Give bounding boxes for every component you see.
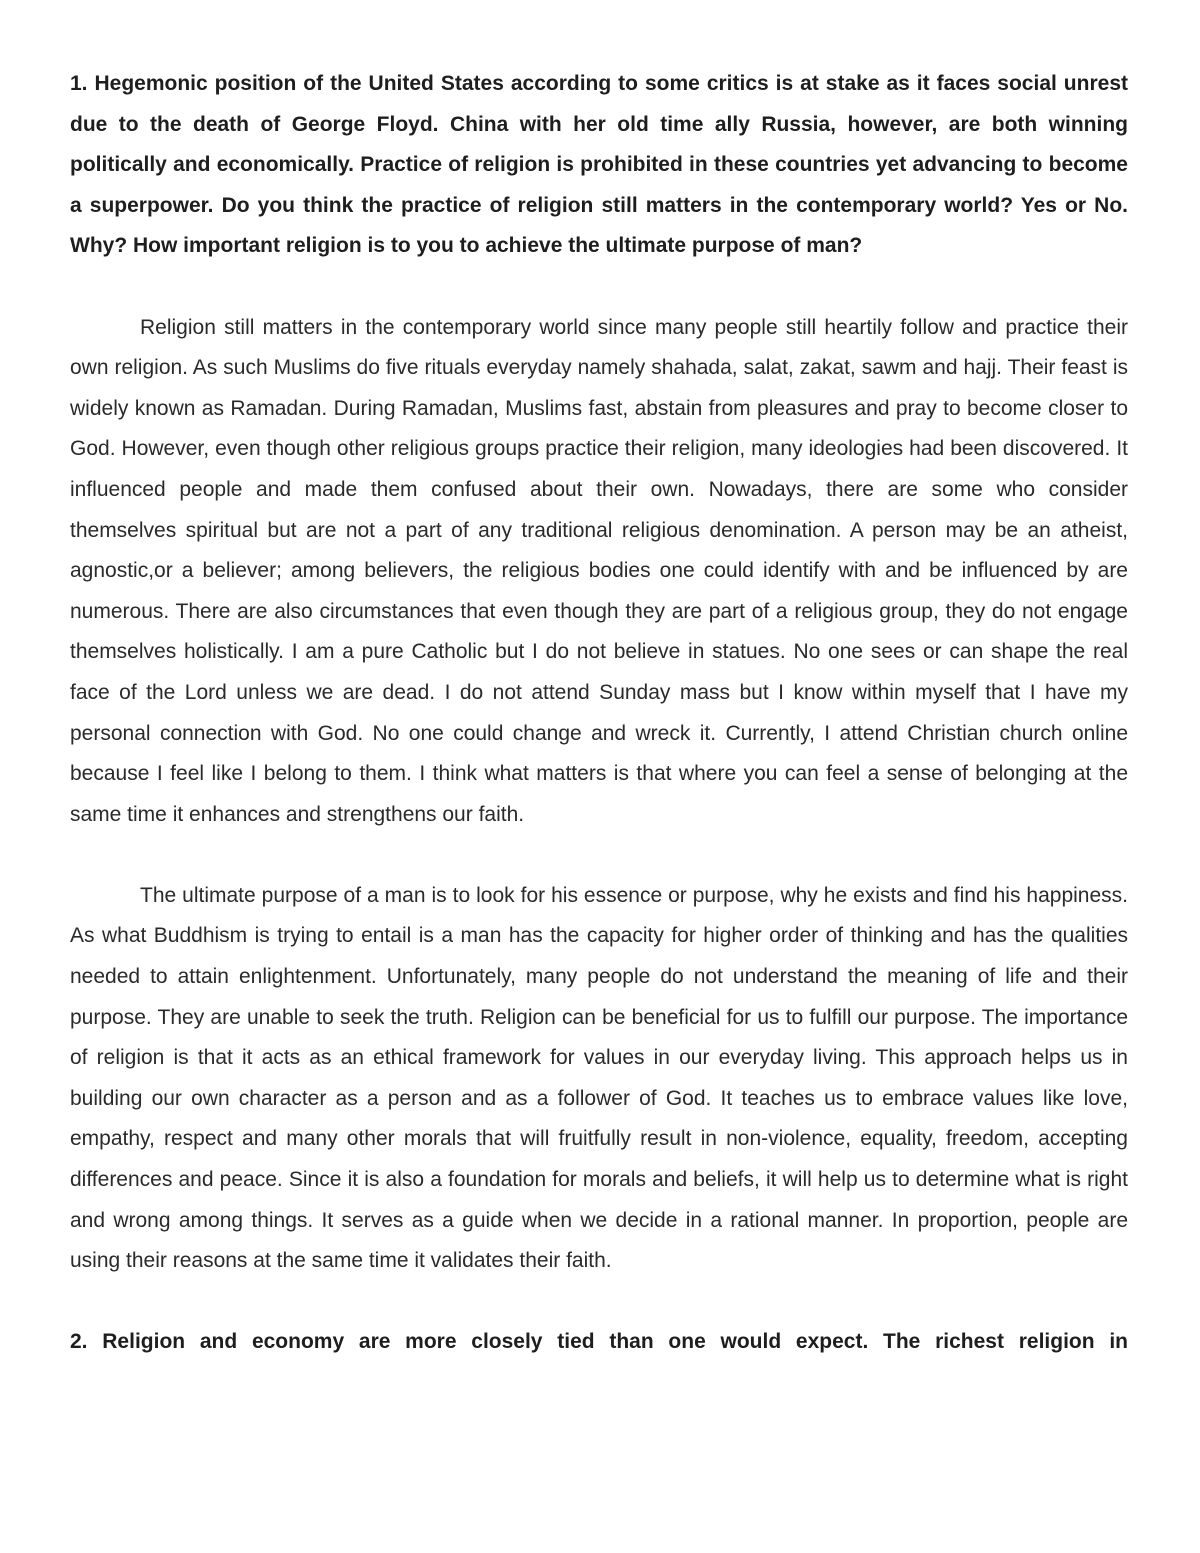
answer-1-paragraph-2: The ultimate purpose of a man is to look for his essence or purpose, why he exists and find his happiness. As what Buddhism is trying to entail is a man has the capacity for higher order of thinking and has the qualities needed to attain enlightenment. Unfortunately, many people do not understand the meaning of life and their purpose. They are unable to seek the truth. Religion can be beneficial for us to fulfill our purpose. The importance of religion is that it acts as an ethical framework for values in our everyday living. This approach helps us in building our own character as a person and as a follower of God. It teaches us to embrace values like love, empathy, respect and many other morals that will fruitfully result in non-violence, equality, freedom, accepting differences and peace. Since it is also a foundation for morals and beliefs, it will help us to determine what is right and wrong among things. It serves as a guide when we decide in a rational manner. In proportion, people are using their reasons at the same time it validates their faith. bbox=[70, 883, 1128, 1273]
paragraph-spacer bbox=[70, 1282, 1128, 1323]
paragraph-spacer bbox=[70, 267, 1128, 308]
paragraph-spacer bbox=[70, 835, 1128, 876]
answer-1-paragraph-1: Religion still matters in the contemporary world since many people still heartily follow and practice their own religion. As such Muslims do five rituals everyday namely shahada, salat, zakat, sawm and hajj. Their feast is widely known as Ramadan. During Ramadan, Muslims fast, abstain from pleasures and pray to become closer to God. However, even though other religious groups practice their religion, many ideologies had been discovered. It influenced people and made them confused about their own. Nowadays, there are some who consider themselves spiritual but are not a part of any traditional religious denomination. A person may be an atheist, agnostic,or a believer; among believers, the religious bodies one could identify with and be influenced by are numerous. There are also circumstances that even though they are part of a religious group, they do not engage themselves holistically. I am a pure Catholic but I do not believe in statues. No one sees or can shape the real face of the Lord unless we are dead. I do not attend Sunday mass but I know within myself that I have my personal connection with God. No one could change and wreck it. Currently, I attend Christian church online because I feel like I belong to them. I think what matters is that where you can feel a sense of belonging at the same time it enhances and strengthens our faith. bbox=[70, 315, 1128, 826]
question-1: 1. Hegemonic position of the United States according to some critics is at stake as it faces social unrest due to the death of George Floyd. China with her old time ally Russia, however, are both winning politically and economically. Practice of religion is prohibited in these countries yet advancing to become a superpower. Do you think the practice of religion still matters in the contemporary world? Yes or No. Why? How important religion is to you to achieve the ultimate purpose of man? bbox=[70, 72, 1128, 258]
document-page bbox=[70, 64, 1128, 1363]
question-2: 2. Religion and economy are more closely tied than one would expect. The richest religion in bbox=[70, 1330, 1128, 1354]
